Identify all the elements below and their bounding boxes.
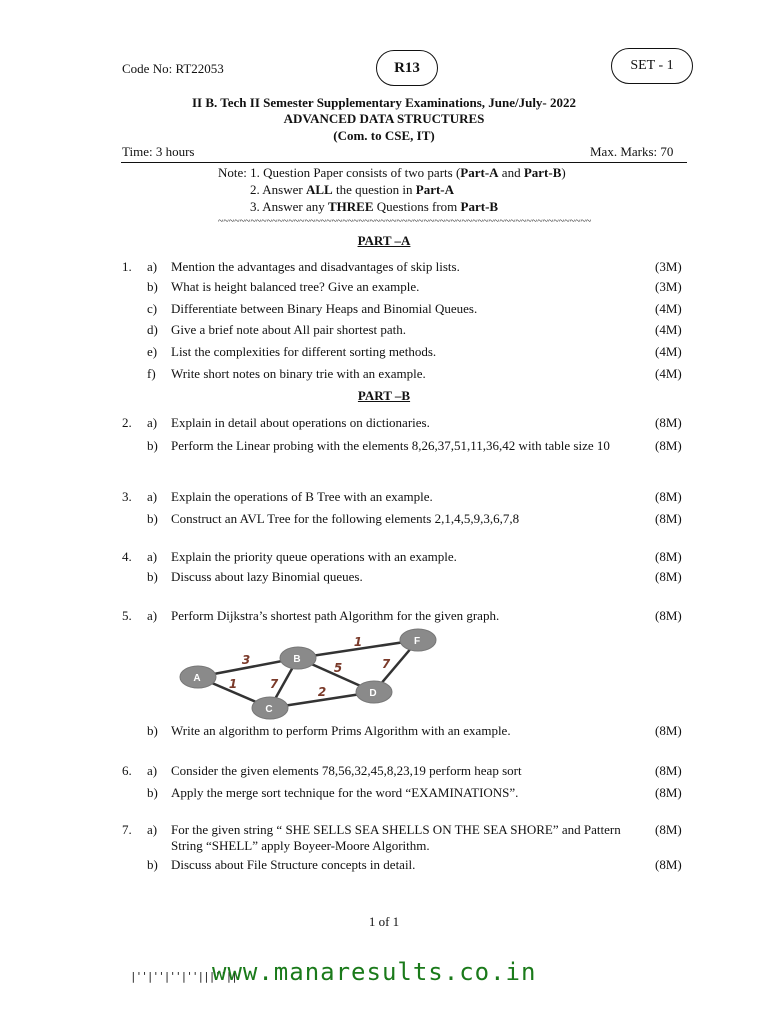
question-row: 5. a) Perform Dijkstra’s shortest path Algorithm for the given graph. (8M) <box>122 608 682 623</box>
note-separator: ~~~~~~~~~~~~~~~~~~~~~~~~~~~~~~~~~~~~~~~~~~~~~~~~~~~~~~~~~~~~~~~~~~~~~ <box>218 216 592 227</box>
barcode: |''|''|''|''|||''|| <box>130 970 237 983</box>
shortest-path-graph <box>170 622 450 722</box>
footer-url-link[interactable]: www.manaresults.co.in <box>212 958 537 986</box>
note-line-3: 3. Answer any THREE Questions from Part-B <box>250 199 499 214</box>
node-label-b: B <box>293 654 301 665</box>
set-badge <box>611 48 693 84</box>
question-row: 1. a) Mention the advantages and disadvantages of skip lists. (3M) <box>122 259 682 274</box>
node-label-c: C <box>265 704 273 715</box>
question-row: 4. a) Explain the priority queue operations with an example. (8M) <box>122 549 682 564</box>
weight-d-f: 7 <box>381 657 391 671</box>
question-row: c) Differentiate between Binary Heaps and Binomial Queues. (4M) <box>147 301 682 316</box>
exam-title: II B. Tech II Semester Supplementary Examinations, June/July- 2022 <box>191 95 577 110</box>
question-row: 2. a) Explain in detail about operations on dictionaries. (8M) <box>122 415 682 430</box>
page-number: 1 of 1 <box>368 914 400 929</box>
code-number: Code No: RT22053 <box>122 61 224 76</box>
question-row: 3. a) Explain the operations of B Tree with an example. (8M) <box>122 489 682 504</box>
weight-b-f: 1 <box>353 635 363 649</box>
question-row: b) Apply the merge sort technique for the word “EXAMINATIONS”. (8M) <box>147 785 682 800</box>
question-row: b) What is height balanced tree? Give an example. (3M) <box>147 279 682 294</box>
regulation-label: R13 <box>394 59 420 76</box>
weight-b-c: 7 <box>269 677 279 691</box>
weight-a-c: 1 <box>228 677 238 691</box>
node-label-a: A <box>193 673 201 684</box>
header-divider <box>121 162 687 163</box>
node-label-d: D <box>369 688 377 699</box>
weight-b-d: 5 <box>333 661 343 675</box>
subject-title: ADVANCED DATA STRUCTURES <box>283 111 485 126</box>
part-a-title: PART –A <box>357 233 411 248</box>
question-row: d) Give a brief note about All pair shortest path. (4M) <box>147 322 682 337</box>
weight-c-d: 2 <box>317 685 327 699</box>
weight-a-b: 3 <box>241 653 251 667</box>
note-line-1: Note: 1. Question Paper consists of two parts (Part-A and Part-B) <box>218 165 566 180</box>
part-b-title: PART –B <box>357 388 411 403</box>
note-line-2: 2. Answer ALL the question in Part-A <box>250 182 455 197</box>
regulation-badge <box>376 50 438 86</box>
question-row: b) Discuss about lazy Binomial queues. (8M) <box>147 569 682 584</box>
question-row: 6. a) Consider the given elements 78,56,32,45,8,23,19 perform heap sort (8M) <box>122 763 682 778</box>
branches: (Com. to CSE, IT) <box>333 128 435 143</box>
question-row: b) Construct an AVL Tree for the following elements 2,1,4,5,9,3,6,7,8 (8M) <box>147 511 682 526</box>
question-row: f) Write short notes on binary trie with an example. (4M) <box>147 366 682 381</box>
node-label-f: F <box>413 636 421 647</box>
question-row: e) List the complexities for different sorting methods. (4M) <box>147 344 682 359</box>
question-row: b) Discuss about File Structure concepts in detail. (8M) <box>147 857 682 872</box>
time-label: Time: 3 hours <box>122 144 195 159</box>
question-row: b) Write an algorithm to perform Prims Algorithm with an example. (8M) <box>147 723 682 738</box>
question-row: b) Perform the Linear probing with the elements 8,26,37,51,11,36,42 with table size 10 (8M) <box>147 438 682 453</box>
max-marks-label: Max. Marks: 70 <box>590 144 674 159</box>
set-label: SET - 1 <box>630 58 674 73</box>
question-row: 7. a) For the given string “ SHE SELLS SEA SHELLS ON THE SEA SHORE” and Pattern String “SHELL” apply Boyeer-Moore Algorithm. (8M) <box>122 822 682 853</box>
